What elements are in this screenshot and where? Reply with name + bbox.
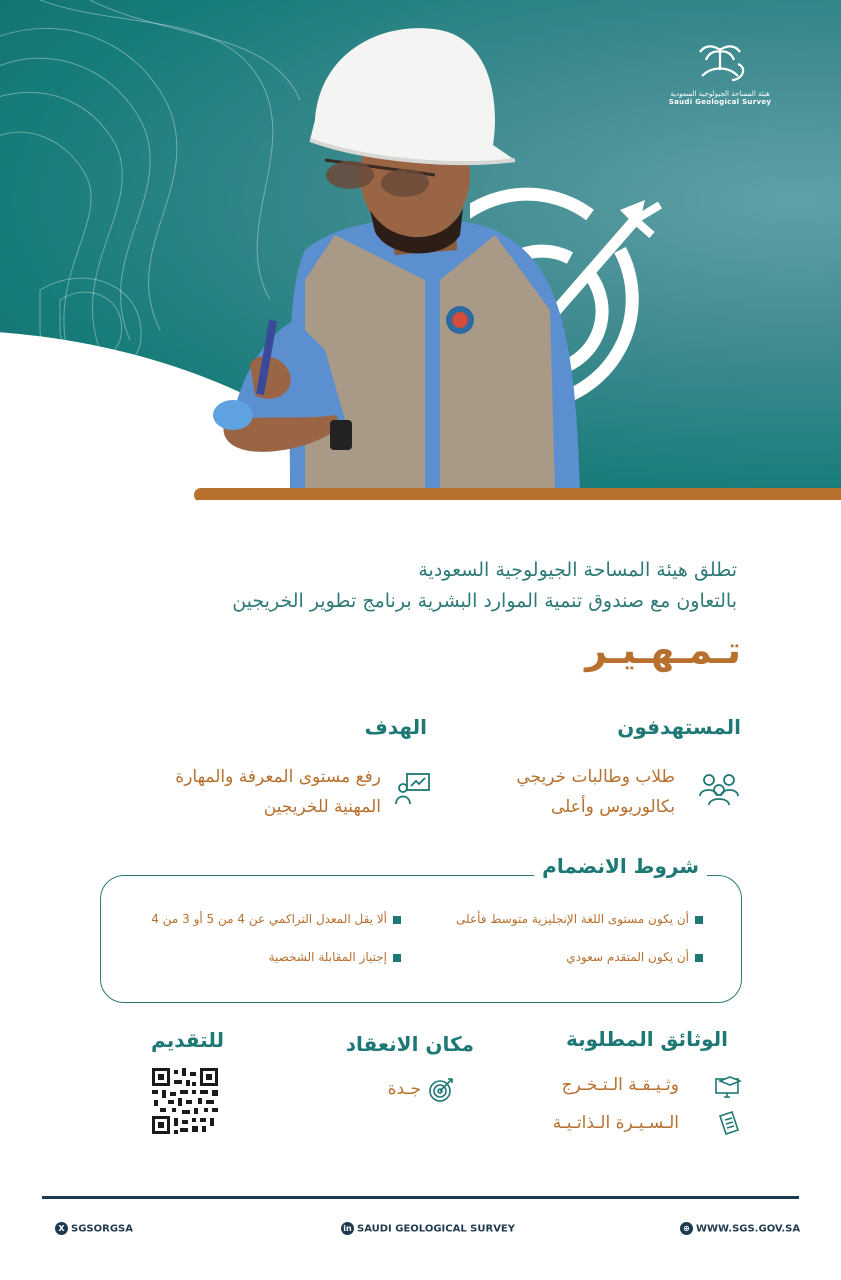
palm-swords-icon (692, 40, 748, 84)
goal-text (175, 762, 381, 822)
conditions-box (100, 875, 742, 1003)
bullet-square-icon (393, 916, 401, 924)
apply-heading: للتقديم (151, 1028, 224, 1052)
venue-heading: مكان الانعقاد (345, 1032, 474, 1056)
footer-twitter[interactable]: X SGSORGSA (55, 1222, 133, 1235)
intro-line-2: بالتعاون مع صندوق تنمية الموارد البشرية برنامج تطوير الخريجين (232, 590, 737, 612)
intro-line-1: تطلق هيئة المساحة الجيولوجية السعودية (418, 559, 737, 581)
targets-line-1: طلاب وطالبات خريجي (516, 767, 675, 787)
bullet-square-icon (695, 954, 703, 962)
footer-divider (42, 1196, 799, 1199)
logo-english-text: Saudi Geological Survey (668, 98, 772, 106)
bullet-square-icon (393, 954, 401, 962)
program-title: تـمـهـيـر (585, 628, 741, 672)
condition-item: أن يكون المتقدم سعودي (566, 950, 703, 964)
hero-accent-bar (194, 488, 841, 500)
footer-linkedin[interactable]: in SAUDI GEOLOGICAL SURVEY (341, 1222, 515, 1235)
conditions-heading: شروط الانضمام (534, 854, 707, 878)
venue-city: جـدة (387, 1079, 421, 1099)
geologist-photo (195, 20, 595, 490)
goal-heading: الهدف (364, 715, 427, 739)
intro-text (117, 555, 737, 617)
presentation-growth-icon (395, 772, 431, 806)
sgs-logo (660, 40, 780, 106)
resume-document-icon (716, 1110, 742, 1136)
bullet-square-icon (695, 916, 703, 924)
condition-item: إجتياز المقابلة الشخصية (269, 950, 401, 964)
targets-line-2: بكالوريوس وأعلى (550, 797, 675, 817)
document-item: الـسـيـرة الـذاتـيـة (552, 1113, 679, 1133)
qr-code-icon (152, 1068, 218, 1134)
goal-line-1: رفع مستوى المعرفة والمهارة (175, 767, 381, 787)
graduation-monitor-icon (714, 1075, 742, 1099)
x-twitter-icon: X (55, 1222, 68, 1235)
people-icon (697, 772, 741, 806)
goal-line-2: المهنية للخريجين (263, 797, 381, 817)
condition-item: أن يكون مستوى اللغة الإنجليزية متوسط فأعلى (456, 912, 703, 926)
condition-item: ألا يقل المعدل التراكمي عن 4 من 5 أو 3 من 4 (151, 912, 401, 926)
documents-heading: الوثائق المطلوبة (565, 1027, 728, 1051)
document-item: وثـيـقـة الـتـخـرج (561, 1075, 679, 1095)
targets-heading: المستهدفون (617, 715, 741, 739)
hero-banner (0, 0, 841, 500)
target-location-icon (428, 1075, 456, 1103)
linkedin-icon: in (341, 1222, 354, 1235)
logo-arabic-text: هيئة المساحة الجيولوجية السعودية (670, 90, 770, 98)
footer-website[interactable]: ⊕ WWW.SGS.GOV.SA (680, 1222, 800, 1235)
targets-text (516, 762, 675, 822)
globe-icon: ⊕ (680, 1222, 693, 1235)
